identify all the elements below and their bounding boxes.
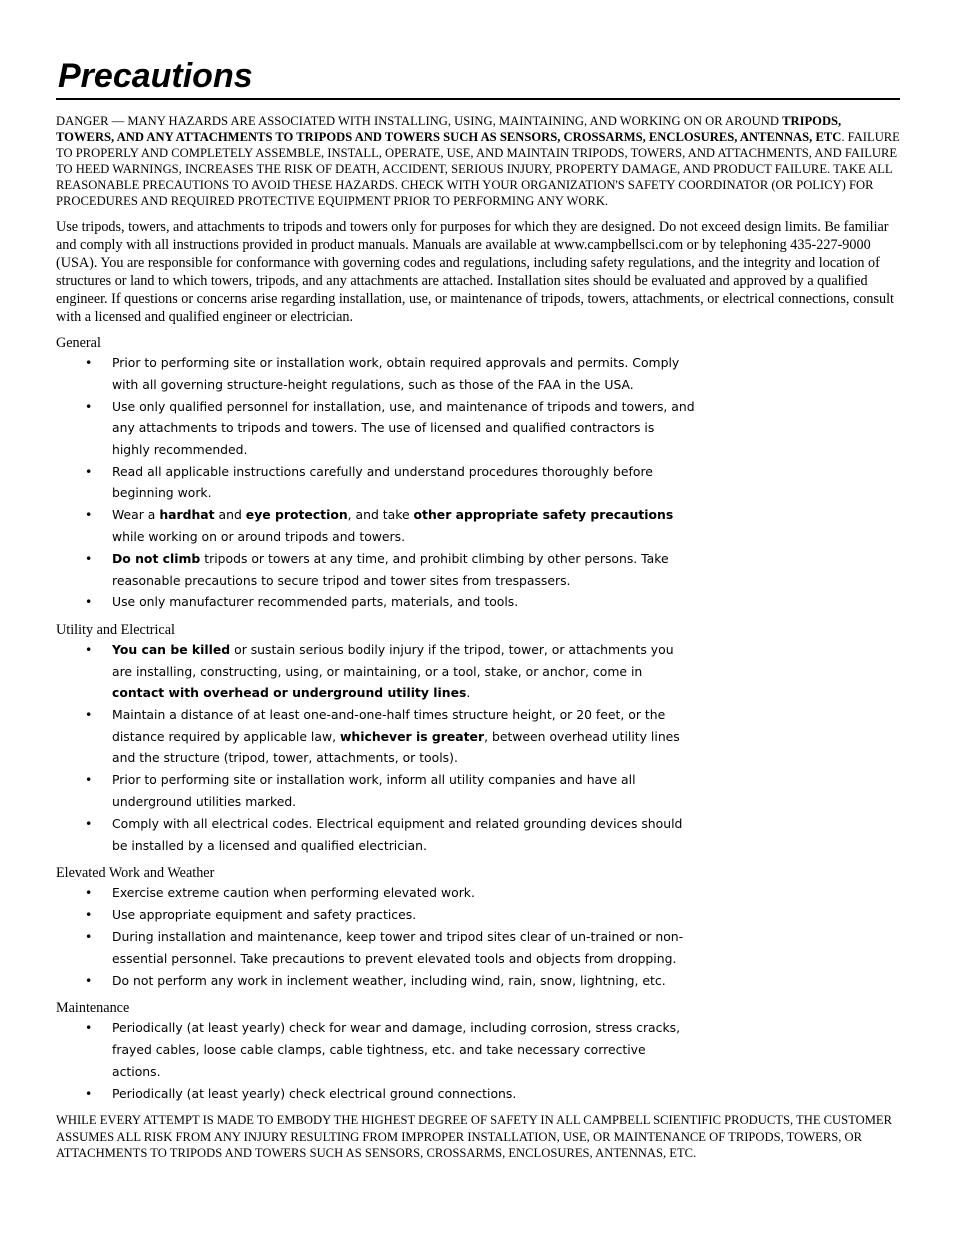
list-item <box>56 548 696 591</box>
section-maintenance <box>56 999 900 1104</box>
text-run: , and take <box>347 507 414 523</box>
danger-warning <box>56 113 900 209</box>
bullet-list-elevated <box>56 882 696 991</box>
text-run: Maintain a distance of at least one-and-one-half times structure height, or 20 feet, or the distance required by applicable law, <box>112 707 666 744</box>
list-item <box>56 504 696 547</box>
section-heading-utility: Utility and Electrical <box>56 622 175 639</box>
emphasis-killed: You can be killed <box>112 642 231 658</box>
list-item: • Use only manufacturer recommended parts, materials, and tools. <box>56 591 696 613</box>
emphasis-do-not-climb: Do not climb <box>112 550 201 566</box>
emphasis-safety-precautions: other appropriate safety precautions <box>413 507 674 523</box>
bullet-list-general <box>56 352 696 613</box>
text-run: tripods or towers at any time, and prohibit climbing by other persons. Take reasonable precautions to secure tripod and tower sites from trespassers. <box>112 550 669 588</box>
text-run: , between overhead utility lines and the structure (tripod, tower, attachments, or tools). <box>112 728 680 766</box>
section-heading-general: General <box>56 335 101 351</box>
emphasis-eye-protection: eye protection <box>245 507 348 523</box>
bullet-list-maintenance <box>56 1017 696 1104</box>
text-run: and <box>214 507 246 523</box>
list-item <box>56 704 696 769</box>
section-heading-elevated: Elevated Work and Weather <box>56 865 215 882</box>
danger-bold: TRIPODS, TOWERS, AND ANY ATTACHMENTS TO TRIPODS AND TOWERS SUCH AS SENSORS, CROSSARMS, ENCLOSURES, ANTENNAS, ETC <box>56 114 842 144</box>
list-item: • Comply with all electrical codes. Electrical equipment and related grounding devices should be installed by a licensed and qualified electrician. <box>56 813 696 856</box>
section-elevated <box>56 864 900 991</box>
list-item: • Prior to performing site or installation work, obtain required approvals and permits. Comply with all governing structure-height regulations, such as those of the FAA in the USA. <box>56 352 696 395</box>
list-item: • During installation and maintenance, keep tower and tripod sites clear of un-trained or non-essential personnel. Take precautions to prevent elevated tools and objects from dropping. <box>56 926 696 969</box>
section-general <box>56 334 900 613</box>
list-item: • Periodically (at least yearly) check electrical ground connections. <box>56 1083 696 1105</box>
list-item: • Use appropriate equipment and safety practices. <box>56 904 696 926</box>
document-page <box>56 56 900 1162</box>
emphasis-hardhat: hardhat <box>159 507 215 523</box>
text-run: while working on or around tripods and towers. <box>112 528 406 544</box>
danger-rest: . FAILURE TO PROPERLY AND COMPLETELY ASSEMBLE, INSTALL, OPERATE, USE, AND MAINTAIN TRIPODS, TOWERS, AND ATTACHMENTS, AND FAILURE TO HEED WARNINGS, INCREASES THE RISK OF DEATH, ACCIDENT, SERIOUS INJURY, PROPERTY DAMAGE, AND PRODUCT FAILURE. TAKE ALL REASONABLE PRECAUTIONS TO AVOID THESE HAZARDS. CHECK WITH YOUR ORGANIZATION'S SAFETY COORDINATOR (OR POLICY) FOR PROCEDURES AND REQUIRED PROTECTIVE EQUIPMENT PRIOR TO PERFORMING ANY WORK. <box>56 130 900 208</box>
page-title: Precautions <box>56 56 900 100</box>
bullet-list-utility <box>56 639 696 856</box>
text-run: or sustain serious bodily injury if the tripod, tower, or attachments you are installing, constructing, using, or maintaining, or a tool, stake, or anchor, come in <box>112 642 674 679</box>
list-item: • Periodically (at least yearly) check for wear and damage, including corrosion, stress cracks, frayed cables, loose cable clamps, cable tightness, etc. and take necessary corrective actions. <box>56 1017 696 1082</box>
intro-paragraph: Use tripods, towers, and attachments to tripods and towers only for purposes for which they are designed. Do not exceed design limits. Be familiar and comply with all instructions provided in product manuals. Manuals are available at www.campbellsci.com or by telephoning 435-227-9000 (USA). You are responsible for conformance with governing codes and regulations, including safety regulations, and the integrity and location of structures or land to which towers, tripods, and any attachments are attached. Installation sites should be evaluated and approved by a qualified engineer. If questions or concerns arise regarding installation, use, or maintenance of tripods, towers, attachments, or electrical connections, consult with a licensed and qualified engineer or electrician. <box>56 219 894 325</box>
list-item: • Exercise extreme caution when performing elevated work. <box>56 882 696 904</box>
text-run: Wear a <box>112 507 160 523</box>
section-utility <box>56 621 900 856</box>
emphasis-utility-lines: contact with overhead or underground utility lines <box>112 685 467 701</box>
liability-disclaimer: WHILE EVERY ATTEMPT IS MADE TO EMBODY THE HIGHEST DEGREE OF SAFETY IN ALL CAMPBELL SCIENTIFIC PRODUCTS, THE CUSTOMER ASSUMES ALL RISK FROM ANY INJURY RESULTING FROM IMPROPER INSTALLATION, USE, OR MAINTENANCE OF TRIPODS, TOWERS, OR ATTACHMENTS TO TRIPODS AND TOWERS SUCH AS SENSORS, CROSSARMS, ENCLOSURES, ANTENNAS, ETC. <box>56 1113 893 1161</box>
list-item <box>56 639 696 704</box>
list-item: • Use only qualified personnel for installation, use, and maintenance of tripods and towers, and any attachments to tripods and towers. The use of licensed and qualified contractors is highly recommended. <box>56 396 696 461</box>
text-run: . <box>466 685 471 701</box>
emphasis-whichever-greater: whichever is greater <box>339 728 485 744</box>
danger-lead: DANGER — MANY HAZARDS ARE ASSOCIATED WITH INSTALLING, USING, MAINTAINING, AND WORKING ON OR AROUND <box>56 114 783 128</box>
section-heading-maintenance: Maintenance <box>56 1000 130 1017</box>
list-item: • Do not perform any work in inclement weather, including wind, rain, snow, lightning, etc. <box>56 970 696 992</box>
list-item: • Prior to performing site or installation work, inform all utility companies and have all underground utilities marked. <box>56 769 696 812</box>
list-item: • Read all applicable instructions carefully and understand procedures thoroughly before beginning work. <box>56 461 696 504</box>
